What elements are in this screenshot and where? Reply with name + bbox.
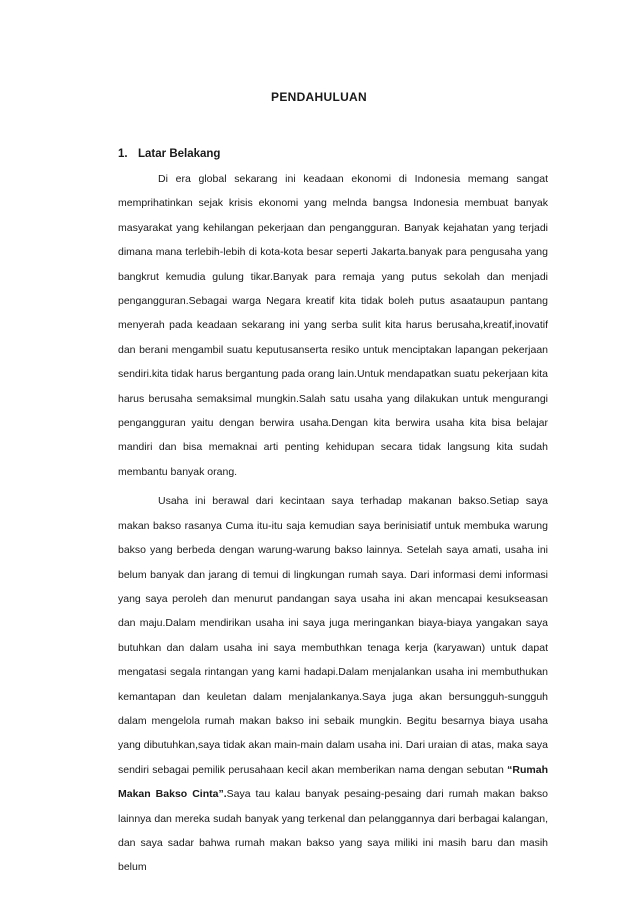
paragraph-2	[118, 489, 548, 880]
paragraph-2-text-start: Usaha ini berawal dari kecintaan saya terhadap makanan bakso.Setiap saya makan bakso rasanya Cuma itu-itu saja kemudian saya berinisiatif untuk membuka warung bakso yang berbeda dengan warung-warung bakso lainnya. Setelah saya amati, usaha ini belum banyak dan jarang di temui di lingkungan rumah saya. Dari informasi demi informasi yang saya peroleh dan menurut pandangan saya usaha ini akan mencapai kesukseasan dan maju.Dalam mendirikan usaha ini saya juga meringankan biaya-biaya yangakan saya butuhkan dan dalam usaha ini saya membuthkan tenaga kerja (karyawan) untuk dapat mengatasi segala rintangan yang kami hadapi.Dalam menjalankan usaha ini membuthukan kemantapan dan keuletan dalam menjalankanya.Saya juga akan bersungguh-sungguh dalam mengelola rumah makan bakso ini sebaik mungkin. Begitu besarnya biaya usaha yang dibutuhkan,saya tidak akan main-main dalam usaha ini. Dari uraian di atas, maka saya sendiri sebagai pemilik perusahaan kecil akan memberikan nama dengan sebutan	[118, 495, 548, 776]
section-title: Latar Belakang	[138, 148, 221, 160]
section-number: 1.	[118, 148, 128, 160]
document-body	[118, 167, 548, 880]
business-name-emphasis: “Rumah Makan Bakso Cinta”.	[118, 763, 548, 801]
page-title: PENDAHULUAN	[271, 90, 367, 104]
paragraph-1: Di era global sekarang ini keadaan ekonomi di Indonesia memang sangat memprihatinkan sejak krisis ekonomi yang melnda bangsa Indonesia membuat banyak masyarakat yang kehilangan pekerjaan dan pengangguran. Banyak kejahatan yang terjadi dimana mana terlebih-lebih di kota-kota besar seperti Jakarta.banyak para pengusaha yang bangkrut kemudia gulung tikar.Banyak para remaja yang putus sekolah dan menjadi pengangguran.Sebagai warga Negara kreatif kita tidak boleh putus asaataupun pantang menyerah pada keadaan sekarang ini yang serba sulit kita harus berusaha,kreatif,inovatif dan berani mengambil suatu keputusanserta resiko untuk menciptakan lapangan pekerjaan sendiri.kita tidak harus bergantung pada orang lain.Untuk mendapatkan suatu pekerjaan kita harus berusaha semaksimal mungkin.Salah satu usaha yang dilakukan untuk mengurangi pengangguran yaitu dengan berwira usaha.Dengan kita berwira usaha kita bisa belajar mandiri dan bisa memaknai arti penting kehidupan secara tidak langsung kita sudah membantu banyak orang.	[118, 173, 548, 478]
section-heading	[118, 148, 220, 160]
paragraph-2-text-end: Saya tau kalau banyak pesaing-pesaing dari rumah makan bakso lainnya dan mereka sudah banyak yang terkenal dan pelanggannya dari berbagai kalangan, dan saya sadar bahwa rumah makan bakso yang saya miliki ini masih baru dan masih belum	[118, 788, 548, 874]
